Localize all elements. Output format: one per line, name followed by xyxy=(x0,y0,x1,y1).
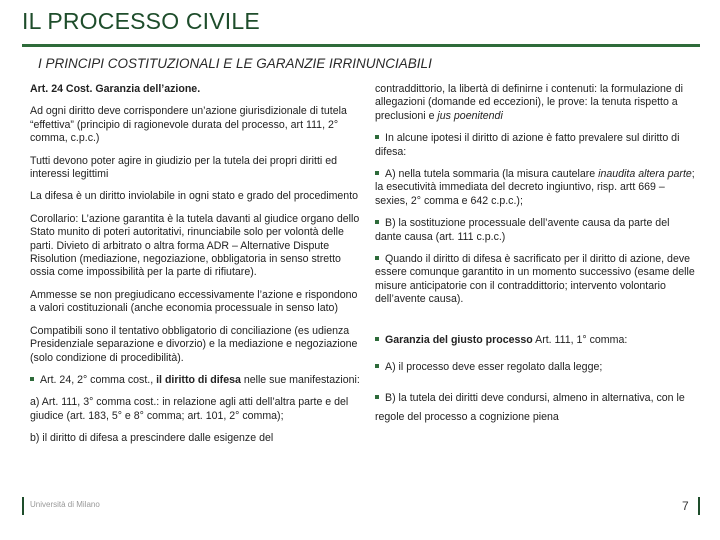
left-paragraph-1: Ad ogni diritto deve corrispondere un’azione giurisdizionale di tutela “effettiva” (principio di ragionevole durata del processo, art 111, 2° comma, c.p.c.) xyxy=(30,105,347,145)
footer-left-bar xyxy=(22,497,24,515)
left-bullet-text-post: nelle sue manifestazioni: xyxy=(240,373,360,386)
right-bullet-5-post: Art. 111, 1° comma: xyxy=(532,333,628,346)
square-bullet-icon xyxy=(375,337,379,341)
title-underline xyxy=(22,44,700,47)
left-paragraph-6: Compatibili sono il tentativo obbligatorio di conciliazione (es udienza Presidenziale separazione e divorzio) e la mediazione e negoziazione (solo condizione di procedibilità). xyxy=(30,324,358,364)
left-paragraph-7: a) Art. 111, 3° comma cost.: in relazione agli atti dell’altra parte e del giudice (art. 183, 5° e 8° comma; art. 101, 2° comma); xyxy=(30,396,349,422)
slide-subtitle: I PRINCIPI COSTITUZIONALI E LE GARANZIE IRRINUNCIABILI xyxy=(38,56,432,71)
page-number: 7 xyxy=(682,499,689,513)
right-bullet-7-text: B) la tutela dei diritti deve condursi, almeno in alternativa, con le regole del processo a cognizione piena xyxy=(375,391,685,423)
left-paragraph-3: La difesa è un diritto inviolabile in ogni stato e grado del procedimento xyxy=(30,190,359,203)
square-bullet-icon xyxy=(375,220,379,224)
right-bullet-3-text: B) la sostituzione processuale dell’avente causa da parte del dante causa (art. 111 c.p.c.) xyxy=(375,217,670,243)
square-bullet-icon xyxy=(375,364,379,368)
right-bullet-group xyxy=(375,334,695,427)
footer-text: Università di Milano xyxy=(30,500,100,509)
slide-title: IL PROCESSO CIVILE xyxy=(22,8,260,34)
left-column xyxy=(30,83,365,455)
right-bullet-6 xyxy=(375,361,695,374)
square-bullet-icon xyxy=(375,395,379,399)
right-bullet-5 xyxy=(375,334,695,347)
left-paragraph-2: Tutti devono poter agire in giudizio per la tutela dei propri diritti ed interessi legittimi xyxy=(30,154,338,181)
right-paragraph-1-italic: jus poenitendi xyxy=(437,109,503,122)
left-paragraph-5: Ammesse se non pregiudicano eccessivamente l’azione e rispondono a valori costituzionali (anche economia processuale in senso lato) xyxy=(30,288,358,315)
right-bullet-5-bold: Garanzia del giusto processo xyxy=(385,333,533,346)
left-paragraph-8: b) il diritto di difesa a prescindere dalle esigenze del xyxy=(30,432,274,445)
right-bullet-4 xyxy=(375,253,695,307)
right-bullet-4-text: Quando il diritto di difesa è sacrificato per il diritto di azione, deve essere comunque garantito in un momento successivo (esame delle misure anticipatorie con il contraddittorio; intervento volontario dell’avente causa). xyxy=(375,253,695,306)
left-bullet-text-pre: Art. 24, 2° comma cost., xyxy=(40,373,157,386)
footer-right-bar xyxy=(698,497,700,515)
spacer xyxy=(375,316,695,334)
right-bullet-6-text: A) il processo deve esser regolato dalla legge; xyxy=(385,361,603,374)
square-bullet-icon xyxy=(30,377,34,381)
left-bullet-difesa xyxy=(30,374,365,387)
right-bullet-2-post: ; la esecutività immediata del decreto ingiuntivo, risp. artt 669 – sexies, 2° comma e 642 c.p.c.); xyxy=(375,168,695,207)
right-column xyxy=(375,83,695,441)
right-bullet-2-pre: A) nella tutela sommaria (la misura cautelare xyxy=(385,168,599,181)
square-bullet-icon xyxy=(375,171,379,175)
square-bullet-icon xyxy=(375,256,379,260)
right-bullet-3 xyxy=(375,217,695,244)
right-bullet-2 xyxy=(375,168,695,208)
right-bullet-1-text: In alcune ipotesi il diritto di azione è fatto prevalere sul diritto di difesa: xyxy=(375,132,680,158)
right-bullet-2-italic: inaudita altera parte xyxy=(598,168,692,181)
left-paragraph-4: Corollario: L’azione garantita è la tutela davanti al giudice organo dello Stato munito di poteri autoritativi, rinunciabile solo per volontà delle parti. Divieto di arbitrato o altra forma ADR – Alternative Dispute Risolution (mediazione, negoziazione, obbligatoria in senso stretto ossia come impossibilità per la parte di rifiutare). xyxy=(30,212,360,279)
right-bullet-7 xyxy=(375,389,695,427)
square-bullet-icon xyxy=(375,135,379,139)
right-paragraph-1-text: contraddittorio, la libertà di definirne i contenuti: la formulazione di allegazioni (domande ed eccezioni), le prove: la tenuta rispetto a preclusioni e xyxy=(375,83,683,122)
right-paragraph-1 xyxy=(375,83,695,123)
left-heading: Art. 24 Cost. Garanzia dell’azione. xyxy=(30,83,201,95)
right-bullet-1 xyxy=(375,132,695,159)
left-bullet-text-bold: il diritto di difesa xyxy=(156,373,241,386)
